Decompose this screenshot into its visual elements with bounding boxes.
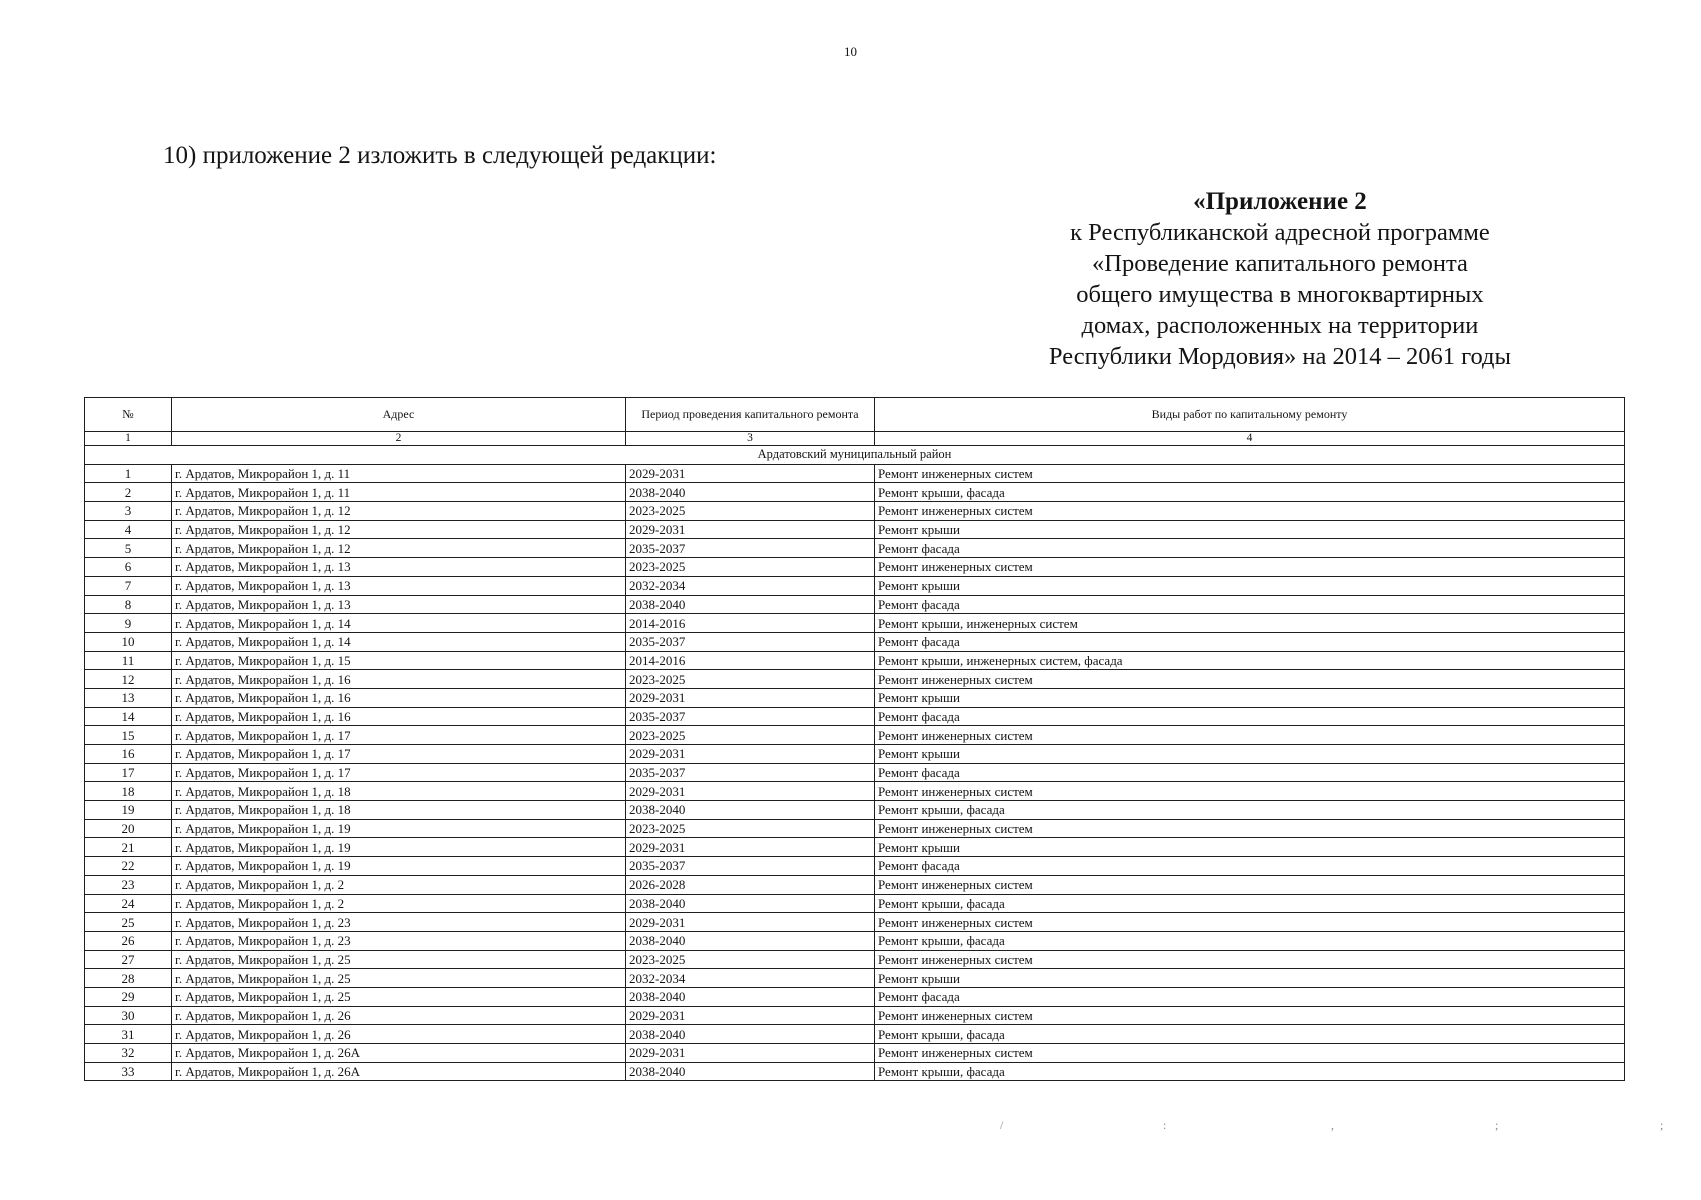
row-number: 7 <box>85 576 172 595</box>
row-work-type: Ремонт крыши <box>875 745 1625 764</box>
row-number: 11 <box>85 651 172 670</box>
page-number: 10 <box>844 44 857 59</box>
row-address: г. Ардатов, Микрорайон 1, д. 17 <box>172 745 626 764</box>
row-period: 2023-2025 <box>626 558 875 577</box>
row-address: г. Ардатов, Микрорайон 1, д. 26А <box>172 1062 626 1081</box>
row-work-type: Ремонт фасада <box>875 987 1625 1006</box>
row-address: г. Ардатов, Микрорайон 1, д. 14 <box>172 632 626 651</box>
row-address: г. Ардатов, Микрорайон 1, д. 2 <box>172 894 626 913</box>
row-address: г. Ардатов, Микрорайон 1, д. 2 <box>172 875 626 894</box>
header-work-types: Виды работ по капитальному ремонту <box>875 398 1625 432</box>
row-work-type: Ремонт инженерных систем <box>875 1044 1625 1063</box>
table-row <box>85 745 1625 764</box>
table-row <box>85 931 1625 950</box>
row-address: г. Ардатов, Микрорайон 1, д. 12 <box>172 539 626 558</box>
row-number: 27 <box>85 950 172 969</box>
row-period: 2029-2031 <box>626 745 875 764</box>
row-work-type: Ремонт крыши <box>875 688 1625 707</box>
row-work-type: Ремонт инженерных систем <box>875 913 1625 932</box>
row-address: г. Ардатов, Микрорайон 1, д. 19 <box>172 857 626 876</box>
appendix-line: к Республиканской адресной программе <box>1070 219 1490 246</box>
row-work-type: Ремонт инженерных систем <box>875 875 1625 894</box>
row-period: 2035-2037 <box>626 632 875 651</box>
row-number: 25 <box>85 913 172 932</box>
row-work-type: Ремонт инженерных систем <box>875 782 1625 801</box>
row-period: 2023-2025 <box>626 726 875 745</box>
row-number: 22 <box>85 857 172 876</box>
row-number: 14 <box>85 707 172 726</box>
row-period: 2038-2040 <box>626 801 875 820</box>
row-number: 9 <box>85 614 172 633</box>
row-period: 2038-2040 <box>626 987 875 1006</box>
row-address: г. Ардатов, Микрорайон 1, д. 26А <box>172 1044 626 1063</box>
row-address: г. Ардатов, Микрорайон 1, д. 17 <box>172 763 626 782</box>
table-body <box>85 446 1625 1081</box>
row-number: 10 <box>85 632 172 651</box>
row-work-type: Ремонт крыши, фасада <box>875 1025 1625 1044</box>
row-address: г. Ардатов, Микрорайон 1, д. 13 <box>172 576 626 595</box>
table-row <box>85 969 1625 988</box>
row-number: 21 <box>85 838 172 857</box>
row-period: 2029-2031 <box>626 913 875 932</box>
row-period: 2038-2040 <box>626 894 875 913</box>
row-work-type: Ремонт крыши <box>875 520 1625 539</box>
row-address: г. Ардатов, Микрорайон 1, д. 15 <box>172 651 626 670</box>
row-address: г. Ардатов, Микрорайон 1, д. 19 <box>172 838 626 857</box>
row-number: 20 <box>85 819 172 838</box>
table-row <box>85 819 1625 838</box>
row-address: г. Ардатов, Микрорайон 1, д. 19 <box>172 819 626 838</box>
row-address: г. Ардатов, Микрорайон 1, д. 11 <box>172 464 626 483</box>
district-row <box>85 446 1625 465</box>
row-number: 6 <box>85 558 172 577</box>
row-period: 2026-2028 <box>626 875 875 894</box>
row-period: 2023-2025 <box>626 819 875 838</box>
row-number: 24 <box>85 894 172 913</box>
row-period: 2029-2031 <box>626 1044 875 1063</box>
table-row <box>85 838 1625 857</box>
row-period: 2029-2031 <box>626 782 875 801</box>
row-number: 26 <box>85 931 172 950</box>
column-number: 3 <box>626 432 875 446</box>
row-number: 29 <box>85 987 172 1006</box>
row-number: 5 <box>85 539 172 558</box>
row-period: 2038-2040 <box>626 931 875 950</box>
table-row <box>85 1025 1625 1044</box>
row-period: 2035-2037 <box>626 857 875 876</box>
row-period: 2035-2037 <box>626 707 875 726</box>
district-name: Ардатовский муниципальный район <box>85 446 1625 465</box>
row-number: 17 <box>85 763 172 782</box>
appendix-heading <box>1049 186 1511 372</box>
row-number: 13 <box>85 688 172 707</box>
row-work-type: Ремонт крыши, фасада <box>875 801 1625 820</box>
row-work-type: Ремонт фасада <box>875 595 1625 614</box>
row-address: г. Ардатов, Микрорайон 1, д. 17 <box>172 726 626 745</box>
row-address: г. Ардатов, Микрорайон 1, д. 13 <box>172 558 626 577</box>
row-address: г. Ардатов, Микрорайон 1, д. 18 <box>172 782 626 801</box>
row-number: 1 <box>85 464 172 483</box>
table-row <box>85 913 1625 932</box>
row-address: г. Ардатов, Микрорайон 1, д. 16 <box>172 670 626 689</box>
row-address: г. Ардатов, Микрорайон 1, д. 11 <box>172 483 626 502</box>
scan-artifacts: / : , ; ; <box>1000 1118 1664 1132</box>
table-row <box>85 950 1625 969</box>
row-address: г. Ардатов, Микрорайон 1, д. 23 <box>172 913 626 932</box>
table-row <box>85 651 1625 670</box>
row-work-type: Ремонт крыши, фасада <box>875 931 1625 950</box>
table-row <box>85 539 1625 558</box>
header-period: Период проведения капитального ремонта <box>626 398 875 432</box>
repair-schedule-table <box>84 397 1625 1081</box>
header-address: Адрес <box>172 398 626 432</box>
row-work-type: Ремонт крыши <box>875 576 1625 595</box>
amendment-intro: 10) приложение 2 изложить в следующей редакции: <box>163 142 717 169</box>
row-period: 2032-2034 <box>626 576 875 595</box>
row-address: г. Ардатов, Микрорайон 1, д. 25 <box>172 969 626 988</box>
table-header-row <box>85 398 1625 432</box>
table-row <box>85 1062 1625 1081</box>
row-period: 2038-2040 <box>626 1062 875 1081</box>
table-row <box>85 688 1625 707</box>
row-address: г. Ардатов, Микрорайон 1, д. 25 <box>172 950 626 969</box>
row-period: 2038-2040 <box>626 595 875 614</box>
row-work-type: Ремонт крыши, инженерных систем, фасада <box>875 651 1625 670</box>
table-row <box>85 464 1625 483</box>
appendix-line: «Проведение капитального ремонта <box>1092 250 1468 277</box>
table-row <box>85 726 1625 745</box>
row-address: г. Ардатов, Микрорайон 1, д. 23 <box>172 931 626 950</box>
row-address: г. Ардатов, Микрорайон 1, д. 26 <box>172 1025 626 1044</box>
row-period: 2038-2040 <box>626 1025 875 1044</box>
row-period: 2035-2037 <box>626 539 875 558</box>
row-period: 2029-2031 <box>626 1006 875 1025</box>
row-address: г. Ардатов, Микрорайон 1, д. 12 <box>172 520 626 539</box>
row-work-type: Ремонт крыши, фасада <box>875 1062 1625 1081</box>
row-address: г. Ардатов, Микрорайон 1, д. 16 <box>172 688 626 707</box>
row-period: 2032-2034 <box>626 969 875 988</box>
table-row <box>85 707 1625 726</box>
row-number: 32 <box>85 1044 172 1063</box>
row-work-type: Ремонт фасада <box>875 632 1625 651</box>
row-period: 2029-2031 <box>626 520 875 539</box>
row-period: 2035-2037 <box>626 763 875 782</box>
row-work-type: Ремонт инженерных систем <box>875 464 1625 483</box>
table-row <box>85 614 1625 633</box>
row-work-type: Ремонт инженерных систем <box>875 819 1625 838</box>
row-number: 4 <box>85 520 172 539</box>
table-row <box>85 576 1625 595</box>
row-work-type: Ремонт инженерных систем <box>875 726 1625 745</box>
row-number: 30 <box>85 1006 172 1025</box>
row-address: г. Ардатов, Микрорайон 1, д. 18 <box>172 801 626 820</box>
row-work-type: Ремонт фасада <box>875 707 1625 726</box>
table-row <box>85 483 1625 502</box>
row-number: 18 <box>85 782 172 801</box>
row-address: г. Ардатов, Микрорайон 1, д. 16 <box>172 707 626 726</box>
appendix-line: Республики Мордовия» на 2014 – 2061 годы <box>1048 343 1511 370</box>
row-work-type: Ремонт инженерных систем <box>875 502 1625 521</box>
table-row <box>85 857 1625 876</box>
appendix-title: «Приложение 2 <box>1193 188 1367 215</box>
table-row <box>85 801 1625 820</box>
row-period: 2023-2025 <box>626 950 875 969</box>
row-address: г. Ардатов, Микрорайон 1, д. 12 <box>172 502 626 521</box>
row-number: 3 <box>85 502 172 521</box>
table-row <box>85 763 1625 782</box>
row-address: г. Ардатов, Микрорайон 1, д. 25 <box>172 987 626 1006</box>
appendix-line: общего имущества в многоквартирных <box>1076 281 1484 308</box>
row-period: 2023-2025 <box>626 670 875 689</box>
table-row <box>85 670 1625 689</box>
column-number: 4 <box>875 432 1625 446</box>
row-work-type: Ремонт крыши, фасада <box>875 894 1625 913</box>
row-address: г. Ардатов, Микрорайон 1, д. 13 <box>172 595 626 614</box>
row-address: г. Ардатов, Микрорайон 1, д. 26 <box>172 1006 626 1025</box>
row-period: 2023-2025 <box>626 502 875 521</box>
table-row <box>85 520 1625 539</box>
row-number: 23 <box>85 875 172 894</box>
row-number: 19 <box>85 801 172 820</box>
table-row <box>85 894 1625 913</box>
row-work-type: Ремонт фасада <box>875 763 1625 782</box>
row-period: 2014-2016 <box>626 614 875 633</box>
row-number: 31 <box>85 1025 172 1044</box>
row-work-type: Ремонт крыши <box>875 969 1625 988</box>
row-number: 28 <box>85 969 172 988</box>
appendix-line: домах, расположенных на территории <box>1081 312 1479 339</box>
table-row <box>85 1006 1625 1025</box>
table-row <box>85 595 1625 614</box>
row-work-type: Ремонт крыши, инженерных систем <box>875 614 1625 633</box>
row-number: 33 <box>85 1062 172 1081</box>
row-work-type: Ремонт инженерных систем <box>875 558 1625 577</box>
column-number: 1 <box>85 432 172 446</box>
row-period: 2029-2031 <box>626 464 875 483</box>
row-period: 2038-2040 <box>626 483 875 502</box>
row-number: 15 <box>85 726 172 745</box>
row-work-type: Ремонт фасада <box>875 857 1625 876</box>
row-number: 2 <box>85 483 172 502</box>
row-number: 16 <box>85 745 172 764</box>
row-period: 2029-2031 <box>626 688 875 707</box>
row-period: 2029-2031 <box>626 838 875 857</box>
row-address: г. Ардатов, Микрорайон 1, д. 14 <box>172 614 626 633</box>
row-work-type: Ремонт инженерных систем <box>875 1006 1625 1025</box>
column-number: 2 <box>172 432 626 446</box>
row-period: 2014-2016 <box>626 651 875 670</box>
table-row <box>85 1044 1625 1063</box>
table-row <box>85 987 1625 1006</box>
table-row <box>85 502 1625 521</box>
row-work-type: Ремонт инженерных систем <box>875 950 1625 969</box>
table-row <box>85 875 1625 894</box>
column-number-row <box>85 432 1625 446</box>
row-number: 8 <box>85 595 172 614</box>
row-work-type: Ремонт крыши <box>875 838 1625 857</box>
header-number: № <box>85 398 172 432</box>
row-number: 12 <box>85 670 172 689</box>
table-row <box>85 632 1625 651</box>
table-row <box>85 782 1625 801</box>
table-row <box>85 558 1625 577</box>
row-work-type: Ремонт фасада <box>875 539 1625 558</box>
row-work-type: Ремонт крыши, фасада <box>875 483 1625 502</box>
row-work-type: Ремонт инженерных систем <box>875 670 1625 689</box>
